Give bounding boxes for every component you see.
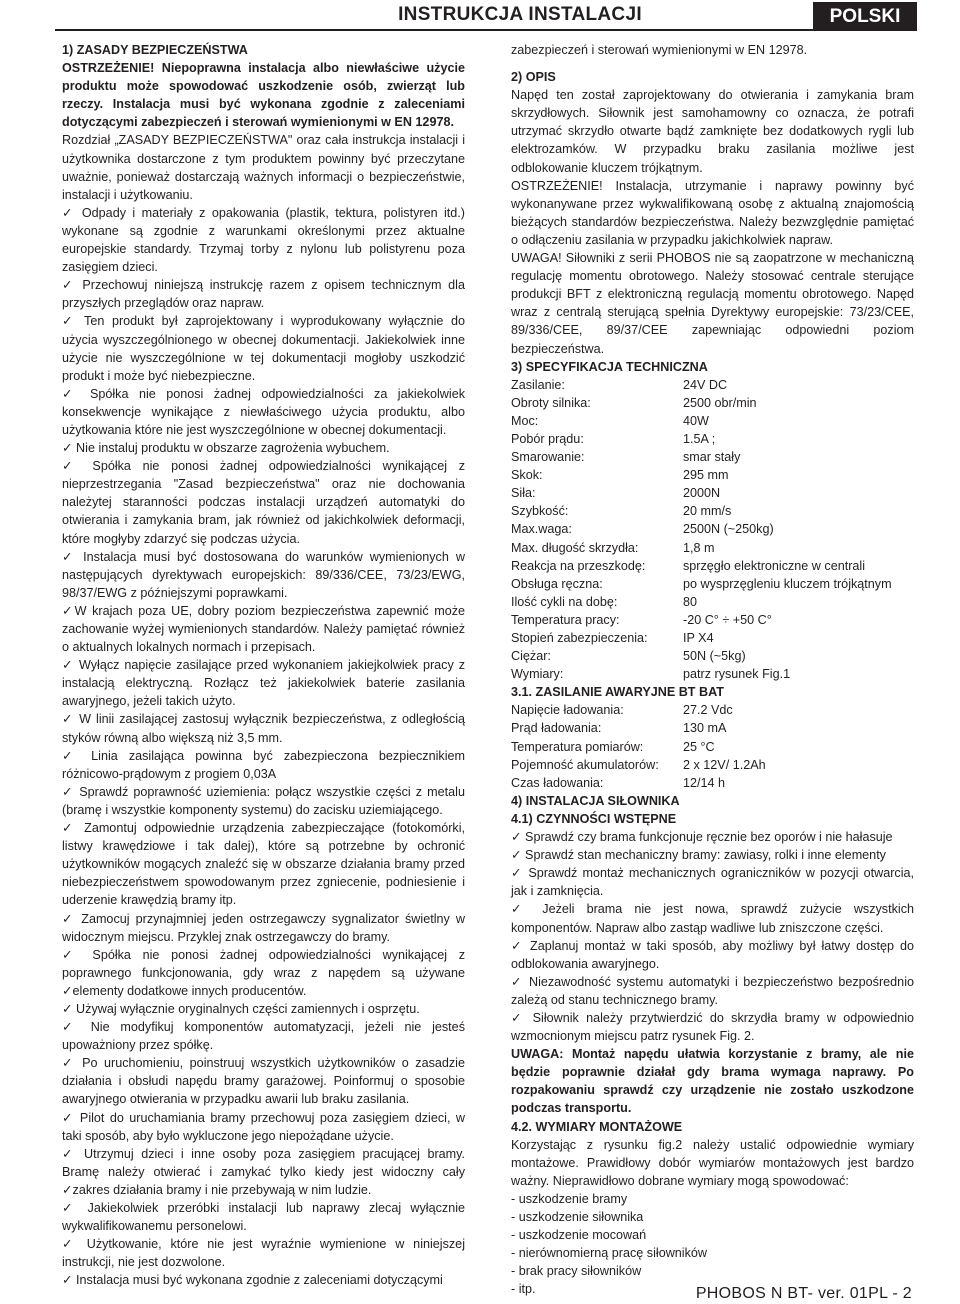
spec-label: Smarowanie: bbox=[511, 450, 585, 465]
battery-spec-table bbox=[511, 701, 914, 791]
document-title: INSTRUKCJA INSTALACJI bbox=[398, 4, 642, 25]
spec-label: Temperatura pomiarów: bbox=[511, 739, 644, 754]
spec-row bbox=[511, 774, 914, 792]
paragraph: ✓ Instalacja musi być wykonana zgodnie z zaleceniami dotyczącymi bbox=[62, 1273, 443, 1288]
spec-row bbox=[511, 520, 914, 538]
spec-row bbox=[511, 575, 914, 593]
spec-label: Pobór prądu: bbox=[511, 431, 584, 446]
spec-label: Ilość cykli na dobę: bbox=[511, 594, 618, 609]
spec-label: Wymiary: bbox=[511, 667, 564, 682]
paragraph: ✓ Sprawdź czy brama funkcjonuje ręcznie bez oporów i nie hałasuje bbox=[511, 830, 893, 845]
spec-value: 2 x 12V/ 1.2Ah bbox=[683, 757, 766, 772]
spec-label: Stopień zabezpieczenia: bbox=[511, 631, 648, 645]
paragraph: ✓ Spółka nie ponosi żadnej odpowiedzialności za jakiekolwiek konsekwencje wynikające z niewłaściwego użycia produktu, albo użytkowania które nie jest wyszczególnione w obecnej dokumentacji. bbox=[62, 386, 465, 437]
spec-value: 130 mA bbox=[683, 721, 727, 736]
paragraph: ✓ Przechowuj niniejszą instrukcję razem z opisem technicznym dla przyszłych przeglądów oraz napraw. bbox=[62, 278, 465, 311]
spec-label: Ciężar: bbox=[511, 649, 551, 664]
paragraph: Korzystając z rysunku fig.2 należy ustalić odpowiednie wymiary montażowe. Prawidłowy dobór wymiarów montażowych jest bardzo ważny. Nieprawidłowo dobrane wymiary mogą spowodować: bbox=[511, 1137, 914, 1188]
spec-row bbox=[511, 665, 914, 683]
spec-value: -20 C° ÷ +50 C° bbox=[683, 612, 772, 627]
paragraph: ✓ Odpady i materiały z opakowania (plastik, tektura, polistyren itd.) wykonane są zgodnie z warunkami określonymi przez aktualne europejskie standardy. Trzymaj torby z nylonu lub polistyrenu poza zasięgiem dzieci. bbox=[62, 205, 465, 275]
paragraph: ✓ Używaj wyłącznie oryginalnych części zamiennych i osprzętu. bbox=[62, 1001, 420, 1016]
paragraph: OSTRZEŻENIE! Instalacja, utrzymanie i naprawy powinny być wykonanywane przez wykwalifikowaną osobę z aktualną znajomością bieżących standardów bezpieczeństwa. Należy bezwzględnie pamiętać o odłączeniu zasilania w przypadku jakichkolwiek napraw. bbox=[511, 178, 914, 247]
paragraph: ✓ Spółka nie ponosi żadnej odpowiedzialności wynikającej z nieprzestrzegania "Zasad bezpieczeństwa" oraz nie dochowania należytej staranności podczas instalacji urządzeń automatyki do otwierania i zamykania bram, jak również od jakichkolwiek deformacji, które mogłyby zdarzyć się podczas użycia. bbox=[62, 459, 465, 546]
page-footer: PHOBOS N BT- ver. 01PL - 2 bbox=[695, 1285, 912, 1302]
spec-label: Temperatura pracy: bbox=[511, 612, 620, 627]
paragraph: - brak pracy siłowników bbox=[511, 1264, 642, 1279]
spec-row bbox=[511, 412, 914, 430]
paragraph: ✓ Jeżeli brama nie jest nowa, sprawdź zużycie wszystkich komponentów. Napraw albo zastąp wadliwe lub zniszczone części. bbox=[511, 902, 914, 935]
paragraph: ✓ Linia zasilająca powinna być zabezpieczona bezpiecznikiem różnicowo-prądowym z progiem 0,03A bbox=[62, 748, 465, 781]
paragraph: ✓ W linii zasilającej zastosuj wyłącznik bezpieczeństwa, z odległością styków równą albo większą niż 3,5 mm. bbox=[62, 712, 465, 745]
paragraph: ✓ Siłownik należy przytwierdzić do skrzydła bramy w odpowiednio wzmocnionym miejscu patrz rysunek Fig. 2. bbox=[511, 1010, 914, 1044]
paragraph: ✓ Instalacja musi być dostosowana do warunków wymienionych w następujących dyrektywach europejskich: 89/336/CEE, 73/23/EWG, 98/37/EWG z późniejszymi poprawkami. bbox=[62, 549, 465, 600]
spec-value: 1,8 m bbox=[683, 540, 715, 555]
spec-label: Obroty silnika: bbox=[511, 395, 591, 410]
section-heading: OSTRZEŻENIE! Niepoprawna instalacja albo niewłaściwe użycie produktu może spowodować uszkodzenie osób, zwierząt lub rzeczy. Instalacja musi być wykonana zgodnie z zaleceniami dotyczącymi zabezpieczeń i sterowań wymienionymi w EN 12978. bbox=[62, 61, 465, 130]
paragraph: Rozdział „ZASADY BEZPIECZEŃSTWA" oraz cała instrukcja instalacji i użytkownika dostarczone z tym produktem powinny być przeczytane uważnie, ponieważ dostarczają ważnych informacji o bezpieczeństwie, instalacji i użytkowaniu. bbox=[62, 133, 465, 202]
paragraph: ✓ Ten produkt był zaprojektowany i wyprodukowany wyłącznie do użycia wyszczególnionego w obecnej dokumentacji. Jakiekolwiek inne użycie nie wyszczególnione w tej dokumentacji mogłoby uszkodzić produkt i może być niebezpieczne. bbox=[62, 314, 465, 383]
spec-value: po wysprzęgleniu kluczem trójkątnym bbox=[683, 576, 892, 591]
spec-row bbox=[511, 701, 914, 719]
spec-value: 2000N bbox=[683, 486, 721, 501]
header-divider bbox=[55, 29, 917, 31]
spec-value: 2500 obr/min bbox=[683, 395, 757, 410]
paragraph: - uszkodzenie siłownika bbox=[511, 1210, 644, 1224]
paragraph: ✓ Jakiekolwiek przeróbki instalacji lub naprawy zlecaj wyłącznie wykwalifikowanemu personelowi. bbox=[62, 1201, 465, 1234]
spec-row bbox=[511, 647, 914, 665]
battery-heading: 3.1. ZASILANIE AWARYJNE BT BAT bbox=[511, 685, 724, 700]
paragraph: ✓ Utrzymuj dzieci i inne osoby poza zasięgiem pracującej bramy. Bramę należy otwierać i zamykać tylko kiedy jest widoczny cały ✓zakres działania bramy i nie przebywają w nim ludzie. bbox=[62, 1146, 465, 1197]
section-heading: 4.1) CZYNNOŚCI WSTĘPNE bbox=[511, 811, 677, 826]
spec-label: Czas ładowania: bbox=[511, 775, 604, 790]
spec-value: 20 mm/s bbox=[683, 504, 732, 519]
spec-value: 40W bbox=[683, 413, 709, 428]
paragraph: ✓ Wyłącz napięcie zasilające przed wykonaniem jakiejkolwiek pracy z instalacją elektryczną. Rozłącz też jakiekolwiek baterie zasilania awaryjnego, jeżeli takich użyto. bbox=[62, 658, 465, 709]
spec-label: Moc: bbox=[511, 413, 539, 428]
spec-row bbox=[511, 629, 914, 647]
paragraph: - uszkodzenie bramy bbox=[511, 1191, 628, 1206]
spec-value: patrz rysunek Fig.1 bbox=[683, 667, 791, 682]
spec-row bbox=[511, 376, 914, 394]
paragraph: ✓ Pilot do uruchamiania bramy przechowuj poza zasięgiem dzieci, w taki sposób, aby było wykluczone jego niepożądane użycie. bbox=[62, 1110, 465, 1143]
spec-row bbox=[511, 719, 914, 737]
paragraph: ✓ Użytkowanie, które nie jest wyraźnie wymienione w niniejszej instrukcji, nie jest dozwolone. bbox=[62, 1237, 465, 1270]
paragraph: ✓ Zaplanuj montaż w taki sposób, aby możliwy był łatwy dostęp do odblokowania awaryjnego. bbox=[511, 938, 914, 971]
spec-value: 27.2 Vdc bbox=[683, 703, 733, 718]
spec-label: Max. długość skrzydła: bbox=[511, 540, 639, 555]
section-heading: 1) ZASADY BEZPIECZEŃSTWA bbox=[62, 43, 248, 57]
paragraph: ✓W krajach poza UE, dobry poziom bezpieczeństwa zapewnić może zachowanie wyżej wymienionych standardów. Należy pamiętać również o aktualnych lokalnych normach i przepisach. bbox=[62, 603, 465, 655]
spec-table bbox=[511, 376, 914, 684]
spec-row bbox=[511, 738, 914, 756]
paragraph: zabezpieczeń i sterowań wymienionymi w EN 12978. bbox=[511, 43, 808, 57]
spec-row bbox=[511, 593, 914, 611]
left-column bbox=[62, 41, 465, 1289]
spec-label: Max.waga: bbox=[511, 522, 572, 537]
spec-label: Prąd ładowania: bbox=[511, 721, 602, 736]
spec-label: Siła: bbox=[511, 486, 536, 501]
paragraph: UWAGA! Siłowniki z serii PHOBOS nie są zaopatrzone w mechaniczną regulację momentu obrotowego. Należy stosować centrale sterujące produkcji BFT z elektroniczną regulacją momentu obrotowego. Napęd wraz z centralą sterującą spełnia Dyrektywy europejskie: 73/23/CEE, 89/336/CEE, 89/37/CEE zapewniając odpowiedni poziom bezpieczeństwa. bbox=[511, 251, 914, 356]
spec-label: Napięcie ładowania: bbox=[511, 703, 624, 718]
paragraph: ✓ Nie modyfikuj komponentów automatyzacji, jeżeli nie jesteś upoważniony przez spółkę. bbox=[62, 1020, 465, 1053]
spec-value: 25 °C bbox=[683, 739, 715, 754]
right-bottom-section bbox=[511, 792, 914, 1299]
spec-row bbox=[511, 611, 914, 629]
paragraph: ✓ Nie instaluj produktu w obszarze zagrożenia wybuchem. bbox=[62, 441, 390, 456]
spec-value: 1.5A ; bbox=[683, 431, 716, 446]
spec-row bbox=[511, 394, 914, 412]
spec-label: Szybkość: bbox=[511, 504, 569, 519]
spec-value: 50N (~5kg) bbox=[683, 649, 746, 664]
paragraph: - nierównomierną pracę siłowników bbox=[511, 1246, 707, 1261]
paragraph: - uszkodzenie mocowań bbox=[511, 1228, 647, 1243]
paragraph: - itp. bbox=[511, 1282, 536, 1297]
spec-label: Obsługa ręczna: bbox=[511, 576, 603, 591]
spec-row bbox=[511, 430, 914, 448]
spec-label: Skok: bbox=[511, 468, 543, 483]
spec-value: 295 mm bbox=[683, 468, 729, 483]
spec-label: Zasilanie: bbox=[511, 377, 565, 392]
paragraph: ✓ Sprawdź stan mechaniczny bramy: zawiasy, rolki i inne elementy bbox=[511, 848, 886, 863]
spec-value: smar stały bbox=[683, 450, 741, 465]
spec-value: 80 bbox=[683, 594, 698, 609]
paragraph: ✓ Sprawdź montaż mechanicznych ograniczników w pozycji otwarcia, jak i zamknięcia. bbox=[511, 866, 914, 899]
spec-row bbox=[511, 484, 914, 502]
spec-row bbox=[511, 756, 914, 774]
spec-value: 12/14 h bbox=[683, 775, 726, 790]
section-heading: UWAGA: Montaż napędu ułatwia korzystanie z bramy, ale nie będzie poprawnie działał gdy brama wymaga naprawy. Po rozpakowaniu sprawdź czy urządzenie nie zostało uszkodzone podczas transportu. bbox=[511, 1047, 914, 1116]
paragraph: Napęd ten został zaprojektowany do otwierania i zamykania bram skrzydłowych. Siłownik jest samohamowny co oznacza, że potrafi utrzymać skrzydło otwarte bądź zamknięte bez dodatkowych rygli lub elektrozamków. W przypadku braku zasilania możliwe jest odblokowanie kluczem trójkątnym. bbox=[511, 88, 914, 175]
paragraph: ✓ Niezawodność systemu automatyki i bezpieczeństwo bezpośrednio zależą od stanu technicznego bramy. bbox=[511, 974, 914, 1007]
spec-row bbox=[511, 466, 914, 484]
spec-row bbox=[511, 539, 914, 557]
spec-value: 24V DC bbox=[683, 377, 728, 392]
spec-value: sprzęgło elektroniczne w centrali bbox=[683, 558, 865, 573]
spec-value: IP X4 bbox=[683, 631, 714, 645]
spacer bbox=[511, 59, 914, 68]
paragraph: ✓ Spółka nie ponosi żadnej odpowiedzialności wynikającej z poprawnego funkcjonowania, gdy wraz z napędem są używane ✓elementy dodatkowe innych producentów. bbox=[62, 947, 465, 998]
spec-row bbox=[511, 557, 914, 575]
spec-value: 2500N (~250kg) bbox=[683, 522, 774, 537]
paragraph: ✓ Po uruchomieniu, poinstruuj wszystkich użytkowników o zasadzie działania i obsłudi napędu bramy garażowej. Poinformuj o sposobie awaryjnego otwierania w przypadku awarii lub braku zasilania. bbox=[62, 1056, 465, 1107]
paragraph: ✓ Zamocuj przynajmniej jeden ostrzegawczy sygnalizator świetlny w widocznym miejscu. Przyklej znak ostrzegawczy do bramy. bbox=[62, 911, 465, 944]
section-heading: 4) INSTALACJA SIŁOWNIKA bbox=[511, 793, 680, 808]
paragraph: ✓ Sprawdź poprawność uziemienia: połącz wszystkie części z metalu (bramę i wszystkie komponenty systemu) do zacisku uziemiającego. bbox=[62, 784, 465, 817]
right-top-section bbox=[511, 41, 914, 376]
section-heading: 4.2. WYMIARY MONTAŻOWE bbox=[511, 1119, 683, 1134]
spec-row bbox=[511, 502, 914, 520]
paragraph: ✓ Zamontuj odpowiednie urządzenia zabezpieczające (fotokomórki, listwy krawędziowe i tak dalej), które są potrzebne by ochronić użytkowników mogących znaleźć się w obszarze działania bramy przed niebezpieczeństwem spowodowanym przez zgniecenie, podniesienie i uderzenie krawędzią bramy itp. bbox=[62, 821, 465, 908]
section-heading: 2) OPIS bbox=[511, 70, 556, 85]
spec-row bbox=[511, 448, 914, 466]
spec-label: Pojemność akumulatorów: bbox=[511, 757, 659, 772]
section-heading: 3) SPECYFIKACJA TECHNICZNA bbox=[511, 359, 708, 374]
spec-label: Reakcja na przeszkodę: bbox=[511, 558, 646, 573]
language-badge: POLSKI bbox=[813, 2, 917, 31]
right-column bbox=[511, 41, 914, 1298]
